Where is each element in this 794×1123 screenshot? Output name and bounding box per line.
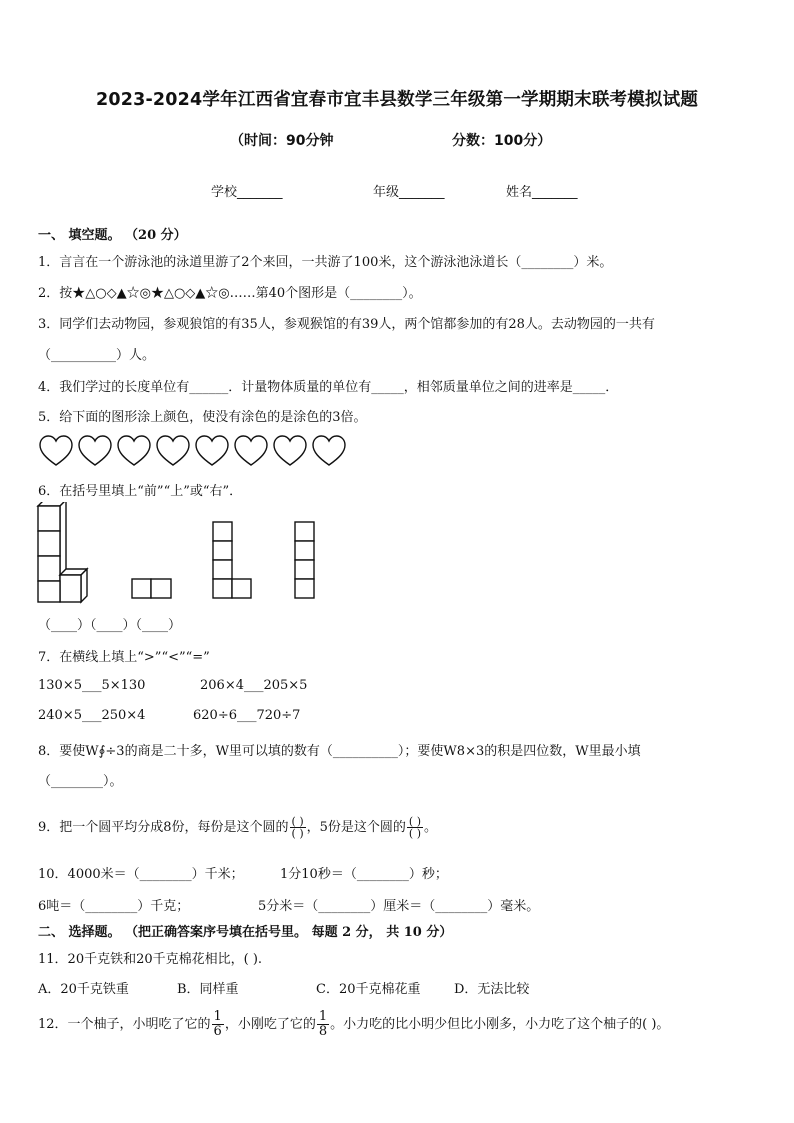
heart-icon[interactable]	[311, 434, 347, 468]
question-8: 8．要使W∮÷3的商是二十多，W里可以填的数有（__________）；要使W8×3的积是四位数，W里最小填	[38, 744, 641, 759]
heart-icon[interactable]	[116, 434, 152, 468]
exam-time: （时间：90分钟	[230, 133, 334, 149]
heart-icon[interactable]	[77, 434, 113, 468]
name-field: 姓名_______	[506, 185, 578, 200]
question-11-option-b: B．同样重	[177, 982, 239, 997]
question-3-answer: （__________）人。	[38, 348, 156, 363]
question-7-row2-right: 620÷6___720÷7	[193, 708, 301, 723]
section-choice-heading: 二、 选择题。 （把正确答案序号填在括号里。 每题 2 分， 共 10 分）	[38, 925, 453, 940]
question-9	[38, 816, 437, 839]
question-7: 7．在横线上填上“>”“<”“=”	[38, 650, 210, 665]
question-7-row2-left: 240×5___250×4	[38, 708, 146, 723]
cube-figure-front	[132, 579, 171, 598]
question-2: 2．按★△○◇▲☆◎★△○◇▲☆◎……第40个图形是（________）。	[38, 286, 422, 301]
question-11-option-a: A．20千克铁重	[38, 982, 129, 997]
question-12-text-3: 。小力吃的比小明少但比小刚多，小力吃了这个柚子的( )。	[330, 1017, 670, 1032]
question-12-text-1: 12．一个柚子，小明吃了它的	[38, 1017, 211, 1032]
question-1: 1．言言在一个游泳池的泳道里游了2个来回，一共游了100米，这个游泳池泳道长（________）米。	[38, 255, 613, 270]
fraction-blank-2	[407, 816, 423, 839]
question-8-answer: （________）。	[38, 774, 123, 789]
question-3: 3．同学们去动物园，参观狼馆的有35人，参观猴馆的有39人，两个馆都参加的有28人。去动物园的一共有	[38, 317, 655, 332]
exam-score: 分数：100分）	[452, 133, 552, 149]
question-9-text-3: 。	[424, 820, 438, 835]
question-9-text-2: ，5份是这个圆的	[306, 820, 406, 835]
question-10-row2-right: 5分米＝（________）厘米＝（________）毫米。	[258, 899, 540, 914]
fraction-denominator: ( )	[408, 827, 422, 840]
question-5: 5．给下面的图形涂上颜色，使没有涂色的是涂色的3倍。	[38, 410, 367, 425]
question-10-row1-right: 1分10秒＝（________）秒；	[280, 867, 448, 882]
fraction-one-sixth	[212, 1010, 224, 1039]
page-title: 2023-2024学年江西省宜春市宜丰县数学三年级第一学期期末联考模拟试题	[95, 90, 699, 110]
question-7-row1-left: 130×5___5×130	[38, 678, 146, 693]
heart-icon[interactable]	[272, 434, 308, 468]
question-10-row2-left: 6吨＝（________）千克；	[38, 899, 190, 914]
question-11-option-d: D．无法比较	[454, 982, 530, 997]
question-12-text-2: ，小刚吃了它的	[224, 1017, 316, 1032]
cube-figure-column	[295, 522, 314, 598]
question-11-option-c: C．20千克棉花重	[316, 982, 421, 997]
section-fill-blank-heading: 一、 填空题。 （20 分）	[38, 228, 187, 243]
fraction-blank-1	[290, 816, 306, 839]
fraction-denominator: ( )	[291, 827, 304, 840]
fraction-numerator: 1	[213, 1009, 222, 1024]
fraction-denominator: 8	[318, 1024, 328, 1039]
fraction-denominator: 6	[213, 1024, 222, 1039]
question-4: 4．我们学过的长度单位有______．计量物体质量的单位有_____，相邻质量单位之间的进率是_____．	[38, 380, 619, 395]
fraction-one-eighth	[317, 1010, 329, 1039]
question-7-row1-right: 206×4___205×5	[200, 678, 308, 693]
hearts-row	[38, 434, 347, 468]
fraction-numerator: ( )	[291, 815, 304, 828]
cube-figures	[34, 502, 334, 604]
heart-icon[interactable]	[155, 434, 191, 468]
question-6: 6．在括号里填上“前”“上”或“右”．	[38, 484, 243, 499]
question-11: 11．20千克铁和20千克棉花相比，( ).	[38, 952, 263, 967]
grade-field: 年级_______	[373, 185, 445, 200]
cube-figure-l-shape	[213, 522, 251, 598]
cube-figure-3d	[38, 502, 87, 602]
question-9-text-1: 9．把一个圆平均分成8份，每份是这个圆的	[38, 820, 289, 835]
fraction-numerator: 1	[318, 1009, 328, 1024]
heart-icon[interactable]	[38, 434, 74, 468]
heart-icon[interactable]	[194, 434, 230, 468]
question-6-blanks: （____）（____）（____）	[38, 618, 182, 633]
question-10-row1-left: 10．4000米＝（________）千米；	[38, 867, 244, 882]
question-12	[38, 1010, 669, 1039]
school-field: 学校_______	[211, 185, 283, 200]
heart-icon[interactable]	[233, 434, 269, 468]
fraction-numerator: ( )	[408, 815, 422, 828]
